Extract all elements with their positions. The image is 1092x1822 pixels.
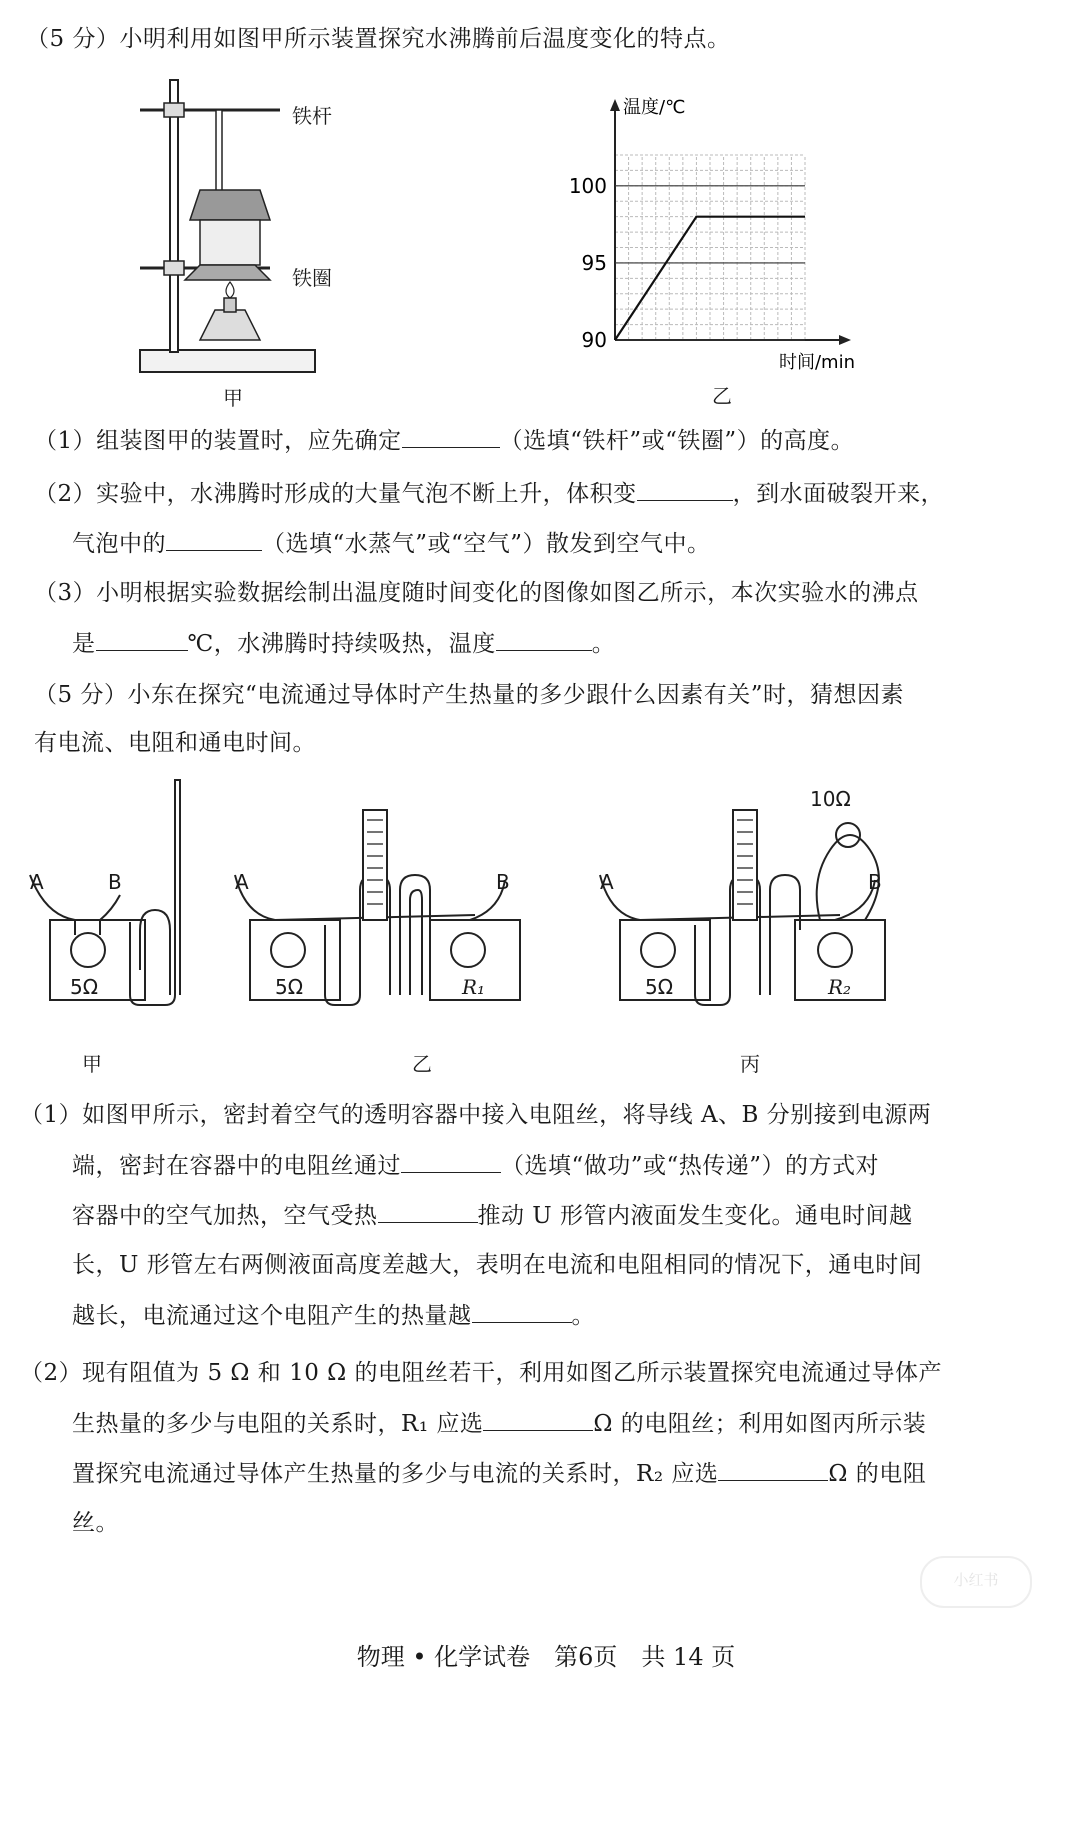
q2-part1-cont: 越长，电流通过这个电阻产生的热量越 。 <box>72 1300 595 1331</box>
q2-part2-cont: 置探究电流通过导体产生热量的多少与电流的关系时，R₂ 应选 Ω 的电阻 <box>72 1458 926 1489</box>
y-tick-label: 100 <box>568 173 607 198</box>
q1-part2: （2）实验中，水沸腾时形成的大量气泡不断上升，体积变 ，到水面破裂开来， <box>34 478 944 509</box>
joule-heating-figures <box>20 770 1030 1030</box>
y-tick-label: 90 <box>581 328 607 352</box>
resistor-r1-label: R₁ <box>462 975 486 999</box>
answer-blank[interactable] <box>378 1200 478 1223</box>
temperature-chart <box>560 95 920 405</box>
answer-blank[interactable] <box>472 1300 572 1323</box>
q1-part3-cont: 是 ℃，水沸腾时持续吸热，温度 。 <box>72 628 615 659</box>
wire-label-b: B <box>868 870 882 894</box>
y-tick-label: 95 <box>581 250 607 275</box>
resistor-5-label: 5Ω <box>275 975 304 999</box>
page-footer: 物理 • 化学试卷 第6页 共 14 页 <box>356 1643 736 1671</box>
q2-part1-cont: 端，密封在容器中的电阻丝通过 （选填“做功”或“热传递”）的方式对 <box>72 1150 879 1181</box>
q2-intro: （5 分）小东在探究“电流通过导体时产生热量的多少跟什么因素有关”时，猜想因素 <box>34 682 904 708</box>
wire-label-a: A <box>30 870 44 894</box>
q2-part2-cont: 生热量的多少与电阻的关系时，R₁ 应选 Ω 的电阻丝；利用如图丙所示装 <box>72 1408 926 1439</box>
answer-blank[interactable] <box>401 1150 501 1173</box>
x-axis-arrow <box>839 335 851 345</box>
q2-part1-cont: 长，U 形管左右两侧液面高度差越大，表明在电流和电阻相同的情况下，通电时间 <box>72 1252 923 1278</box>
answer-blank[interactable] <box>402 425 500 448</box>
answer-blank[interactable] <box>96 628 188 651</box>
q2-part1: （1）如图甲所示，密封着空气的透明容器中接入电阻丝，将导线 A、B 分别接到电源两 <box>20 1102 932 1128</box>
q2-part2-cont: 丝。 <box>72 1510 119 1536</box>
wire-label-a: A <box>235 870 249 894</box>
answer-blank[interactable] <box>166 528 262 551</box>
figure-yi-caption: 乙 <box>712 384 732 408</box>
rod-label: 铁杆 <box>292 104 332 128</box>
resistor-5-label: 5Ω <box>645 975 674 999</box>
answer-blank[interactable] <box>496 628 592 651</box>
figure-jia-caption: 甲 <box>82 1052 102 1076</box>
y-axis-label: 温度/℃ <box>623 97 686 118</box>
figure-yi-caption: 乙 <box>412 1052 432 1076</box>
ring-label: 铁圈 <box>292 266 332 290</box>
x-axis-label: 时间/min <box>778 352 855 373</box>
resistor-r2-label: R₂ <box>828 975 852 999</box>
q2-part2: （2）现有阻值为 5 Ω 和 10 Ω 的电阻丝若干，利用如图乙所示装置探究电流通过导体产 <box>20 1360 943 1386</box>
resistor-5-label: 5Ω <box>70 975 99 999</box>
figure-bing-caption: 丙 <box>740 1052 760 1076</box>
answer-blank[interactable] <box>637 478 733 501</box>
resistor-10-label: 10Ω <box>810 787 851 811</box>
y-axis-arrow <box>610 99 620 111</box>
answer-blank[interactable] <box>718 1458 828 1481</box>
watermark: 小红书 <box>920 1556 1032 1608</box>
q1-part2-cont: 气泡中的 （选填“水蒸气”或“空气”）散发到空气中。 <box>72 528 711 559</box>
wire-label-b: B <box>496 870 510 894</box>
wire-label-a: A <box>600 870 614 894</box>
q2-part1-cont: 容器中的空气加热，空气受热 推动 U 形管内液面发生变化。通电时间越 <box>72 1200 913 1231</box>
figure-jia-caption: 甲 <box>223 386 243 410</box>
answer-blank[interactable] <box>483 1408 593 1431</box>
wire-label-b: B <box>108 870 122 894</box>
q1-part3: （3）小明根据实验数据绘制出温度随时间变化的图像如图乙所示，本次实验水的沸点 <box>34 580 919 606</box>
q2-intro-cont: 有电流、电阻和通电时间。 <box>34 730 316 756</box>
q1-part1: （1）组装图甲的装置时，应先确定 （选填“铁杆”或“铁圈”）的高度。 <box>34 425 854 456</box>
q1-intro: （5 分）小明利用如图甲所示装置探究水沸腾前后温度变化的特点。 <box>26 26 731 52</box>
